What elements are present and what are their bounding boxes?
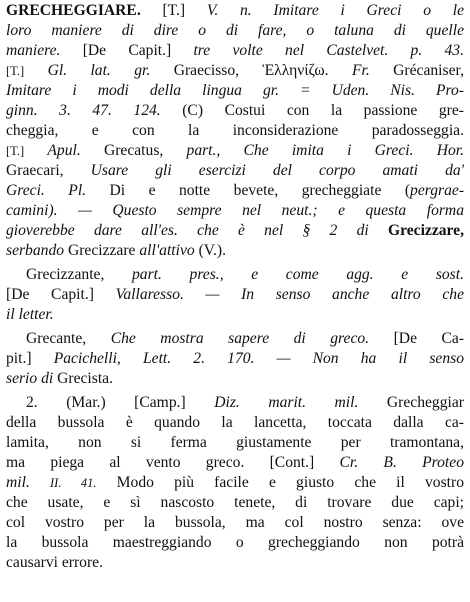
- etymology-text: Grecatus,: [103, 142, 164, 159]
- note-text: di: [41, 370, 54, 387]
- citation-text: Fr.: [352, 62, 370, 79]
- citation-text: tre volte nel Castelvet. p. 43.: [193, 42, 464, 59]
- source-tag: [De Capit.]: [82, 42, 172, 59]
- entry-line: [6, 369, 464, 389]
- entry-line: [6, 101, 464, 121]
- entry-line: [6, 473, 464, 493]
- entry-line: [6, 221, 464, 241]
- etymology-text: Graecari,: [6, 162, 64, 179]
- citation-text: Greci. Pl.: [6, 182, 87, 199]
- source-tag: (C): [182, 102, 204, 119]
- entry-line: [6, 161, 464, 181]
- citation-text: Cr. B. Proteo: [339, 454, 464, 471]
- headword: Grecizzante,: [26, 266, 105, 283]
- example-text: ma piega al vento greco. [Cont.]: [6, 454, 315, 471]
- note-text: serbando: [6, 242, 65, 259]
- entry-line: che usate, e sì nascosto tenete, di trovare due capi;: [6, 494, 464, 511]
- source-tag: [De Ca-: [393, 330, 464, 347]
- source-tag: [T.]: [162, 2, 186, 19]
- note-text: all'attivo: [139, 242, 195, 259]
- entry-line: della bussola è quando la lancetta, toccata dalla ca-: [6, 414, 464, 431]
- definition-text: Che mostra sapere di greco.: [110, 330, 370, 347]
- citation-text: Pacichelli, Lett. 2. 170. — Non ha il senso: [53, 350, 464, 367]
- entry-line: la bussola maestreggiando o grecheggiando non potrà: [6, 534, 464, 551]
- note-text: gioverebbe dare all'es. che è nel § 2 di: [6, 222, 369, 239]
- entry-line: col vostro per la bussola, ma col nostro senza: ove: [6, 514, 464, 531]
- entry-line: [6, 201, 464, 221]
- source-tag: [T.]: [6, 144, 25, 158]
- note-text: serio: [6, 370, 38, 387]
- citation-text: ginn. 3. 47. 124.: [6, 102, 161, 119]
- entry-line: [6, 1, 464, 21]
- source-tag: pit.]: [6, 350, 32, 367]
- example-text: Grecheggiar: [386, 394, 464, 411]
- citation-text: Vallaresso. — In senso anche altro che: [115, 286, 464, 303]
- entry-line: [6, 349, 464, 369]
- entry-line: [6, 141, 464, 161]
- citation-text: II. 41.: [50, 476, 97, 490]
- entry-line: [6, 61, 464, 81]
- entry-line: [6, 285, 464, 305]
- entry-line: causarvi errore.: [6, 554, 103, 571]
- citation-text: Apul.: [47, 142, 81, 159]
- entry-line: Imitare i modi della lingua gr. = Uden. Nis. Pro-: [6, 82, 464, 99]
- definition-text: part. pres., e come agg. e sost.: [131, 266, 464, 283]
- example-text: Modo più facile e giusto che il vostro: [116, 474, 464, 491]
- example-text: Costui con la passione gre-: [224, 102, 464, 119]
- sense-number: 2.: [26, 394, 38, 411]
- etymology-text: Grécaniser,: [393, 62, 464, 79]
- entry-line: [26, 265, 464, 285]
- entry-line: il letter.: [6, 306, 54, 323]
- citation-text: mil.: [6, 474, 30, 491]
- citation-text: Diz. marit. mil.: [214, 394, 359, 411]
- headword: Grecante,: [26, 330, 87, 347]
- cross-reference: Grecizzare: [67, 242, 136, 259]
- etymology-text: pergrae-: [410, 182, 464, 199]
- entry-line: [6, 453, 464, 473]
- entry-line: loro maniere di dire o di fare, o taluna di quelle: [6, 22, 464, 39]
- definition-text: V. n. Imitare i Greci o le: [206, 2, 464, 19]
- note-text: ). — Questo sempre nel neut.; e questa forma: [48, 202, 464, 219]
- entry-line: [26, 393, 464, 413]
- cross-reference: Grecista.: [57, 370, 113, 387]
- entry-line: [26, 329, 464, 349]
- source-tag: [T.]: [6, 64, 25, 78]
- etymology-text: Graecisso, Ἑλληνίζω.: [173, 62, 329, 79]
- headword: GRECHEGGIARE.: [6, 2, 141, 19]
- entry-line: lamita, non si ferma giustamente per tramontana,: [6, 434, 464, 451]
- definition-text: part., Che imita i Greci. Hor.: [186, 142, 464, 159]
- citation-text: Gl. lat. gr.: [47, 62, 151, 79]
- source-tag: (Mar.) [Camp.]: [66, 394, 186, 411]
- definition-text: maniere.: [6, 42, 61, 59]
- etymology-text: camini: [6, 202, 49, 219]
- source-tag: [De Capit.]: [6, 286, 94, 303]
- entry-line: [6, 41, 464, 61]
- note-text: (V.).: [198, 242, 227, 259]
- example-text: Di e notte bevete, grecheggiate (: [109, 182, 411, 199]
- entry-line: [6, 241, 464, 261]
- cross-reference: Grecizzare,: [387, 222, 464, 239]
- entry-line: [6, 181, 464, 201]
- entry-line: cheggia, e con la inconsiderazione paradosseggia.: [6, 122, 464, 139]
- definition-text: Usare gli esercizi del corpo amati da': [90, 162, 464, 179]
